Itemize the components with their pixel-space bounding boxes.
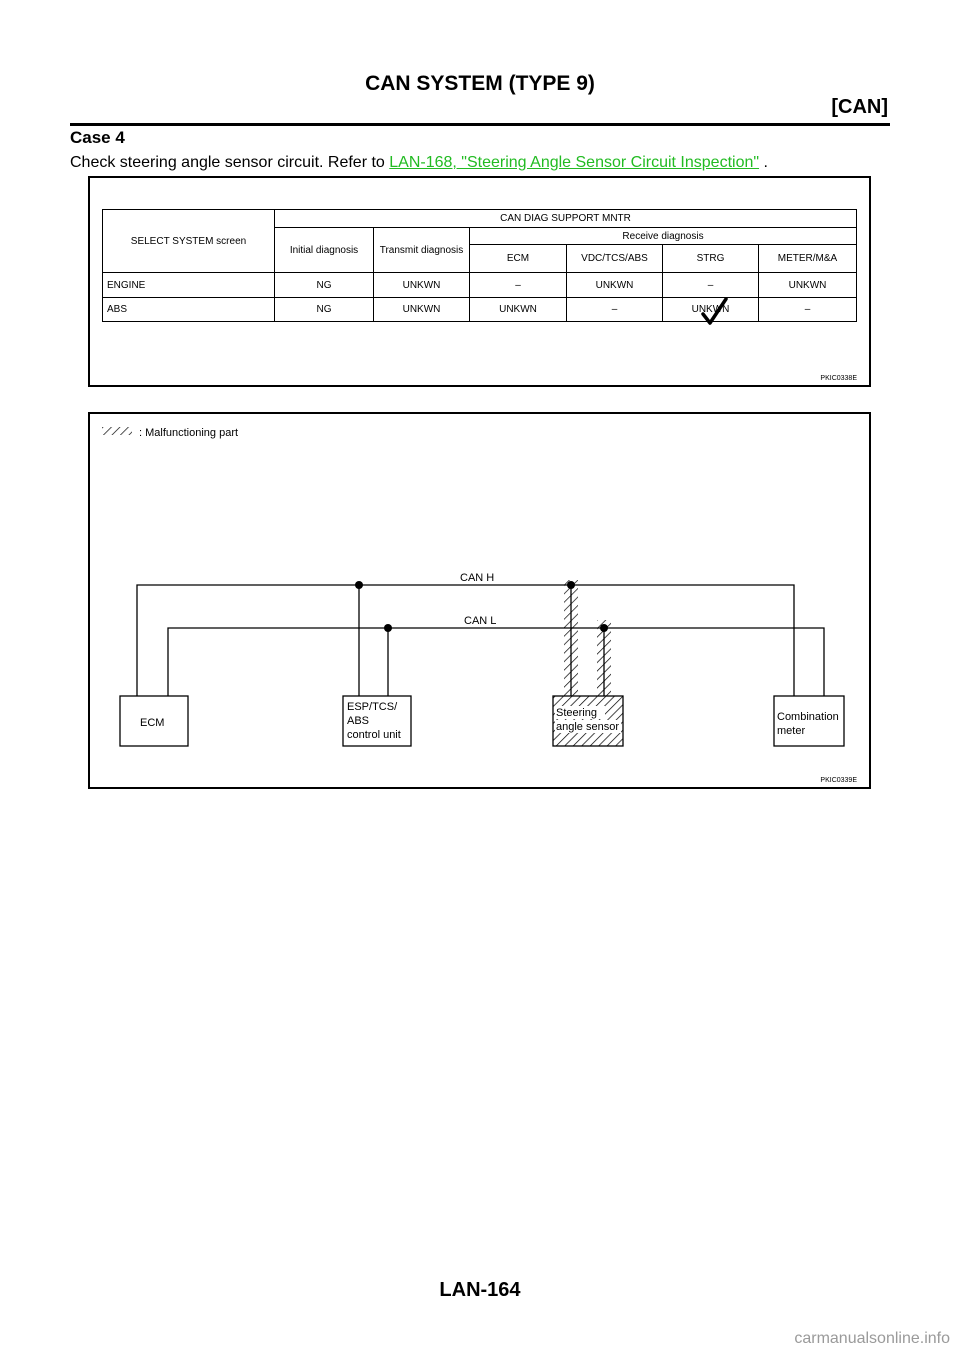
page-title: CAN SYSTEM (TYPE 9) <box>365 72 595 95</box>
esp-can-l-junction <box>384 624 392 632</box>
cell: UNKWN <box>470 298 567 322</box>
cell: – <box>567 298 663 322</box>
malfunction-legend-icon <box>102 427 132 435</box>
check-icon <box>700 296 730 330</box>
section-tag: [CAN] <box>831 96 888 118</box>
diag-support-table <box>102 209 857 322</box>
steering-can-h-junction <box>567 581 575 589</box>
ecm-unit-label: ECM <box>140 717 165 729</box>
watermark: carmanualsonline.info <box>794 1330 950 1347</box>
table-row <box>103 273 857 298</box>
diag-monitor-figure <box>88 176 871 387</box>
can-l-label: CAN L <box>464 615 497 627</box>
can-h-line <box>137 585 794 696</box>
inspection-link[interactable]: LAN-168, "Steering Angle Sensor Circuit Inspection" <box>389 154 760 171</box>
initial-diag-header: Initial diagnosis <box>275 228 374 273</box>
table-row <box>103 298 857 322</box>
col-strg: STRG <box>663 245 759 273</box>
cell: – <box>663 273 759 298</box>
esp-unit-label-2: ABS <box>347 715 370 727</box>
steering-unit-label-2: angle sensor <box>556 721 619 733</box>
meter-unit-label-2: meter <box>777 725 806 737</box>
cell: UNKWN <box>374 273 470 298</box>
esp-unit-label-1: ESP/TCS/ <box>347 701 398 713</box>
col-vdc: VDC/TCS/ABS <box>567 245 663 273</box>
cell: UNKWN <box>567 273 663 298</box>
cell: UNKWN <box>759 273 857 298</box>
instruction-suffix: . <box>759 154 768 171</box>
col-ecm: ECM <box>470 245 567 273</box>
cell: – <box>759 298 857 322</box>
col-meter: METER/M&A <box>759 245 857 273</box>
instruction-prefix: Check steering angle sensor circuit. Refer to <box>70 154 390 171</box>
can-h-label: CAN H <box>460 572 495 584</box>
can-l-line <box>168 628 824 696</box>
esp-unit-label-3: control unit <box>347 729 401 741</box>
legend-label: : Malfunctioning part <box>139 427 239 439</box>
cell: – <box>470 273 567 298</box>
cell: UNKWN <box>663 298 759 322</box>
cell: NG <box>275 273 374 298</box>
esp-can-h-junction <box>355 581 363 589</box>
wiring-diagram <box>90 414 869 787</box>
row-system: ABS <box>103 298 275 322</box>
figure-code: PKIC0338E <box>820 375 857 382</box>
receive-diag-header: Receive diagnosis <box>470 228 857 245</box>
can-wiring-figure <box>88 412 871 789</box>
figure-code: PKIC0339E <box>820 777 857 784</box>
cell: UNKWN <box>374 298 470 322</box>
steering-can-l-junction <box>600 624 608 632</box>
meter-unit-label-1: Combination <box>777 711 839 723</box>
instruction-text <box>70 154 768 172</box>
page-number: LAN-164 <box>439 1279 521 1301</box>
steering-unit-label-1: Steering <box>556 707 597 719</box>
transmit-diag-header: Transmit diagnosis <box>374 228 470 273</box>
can-diag-header: CAN DIAG SUPPORT MNTR <box>275 210 857 228</box>
case-heading: Case 4 <box>70 128 125 147</box>
row-system: ENGINE <box>103 273 275 298</box>
header-divider <box>70 123 890 126</box>
select-system-header: SELECT SYSTEM screen <box>103 210 275 273</box>
cell: NG <box>275 298 374 322</box>
